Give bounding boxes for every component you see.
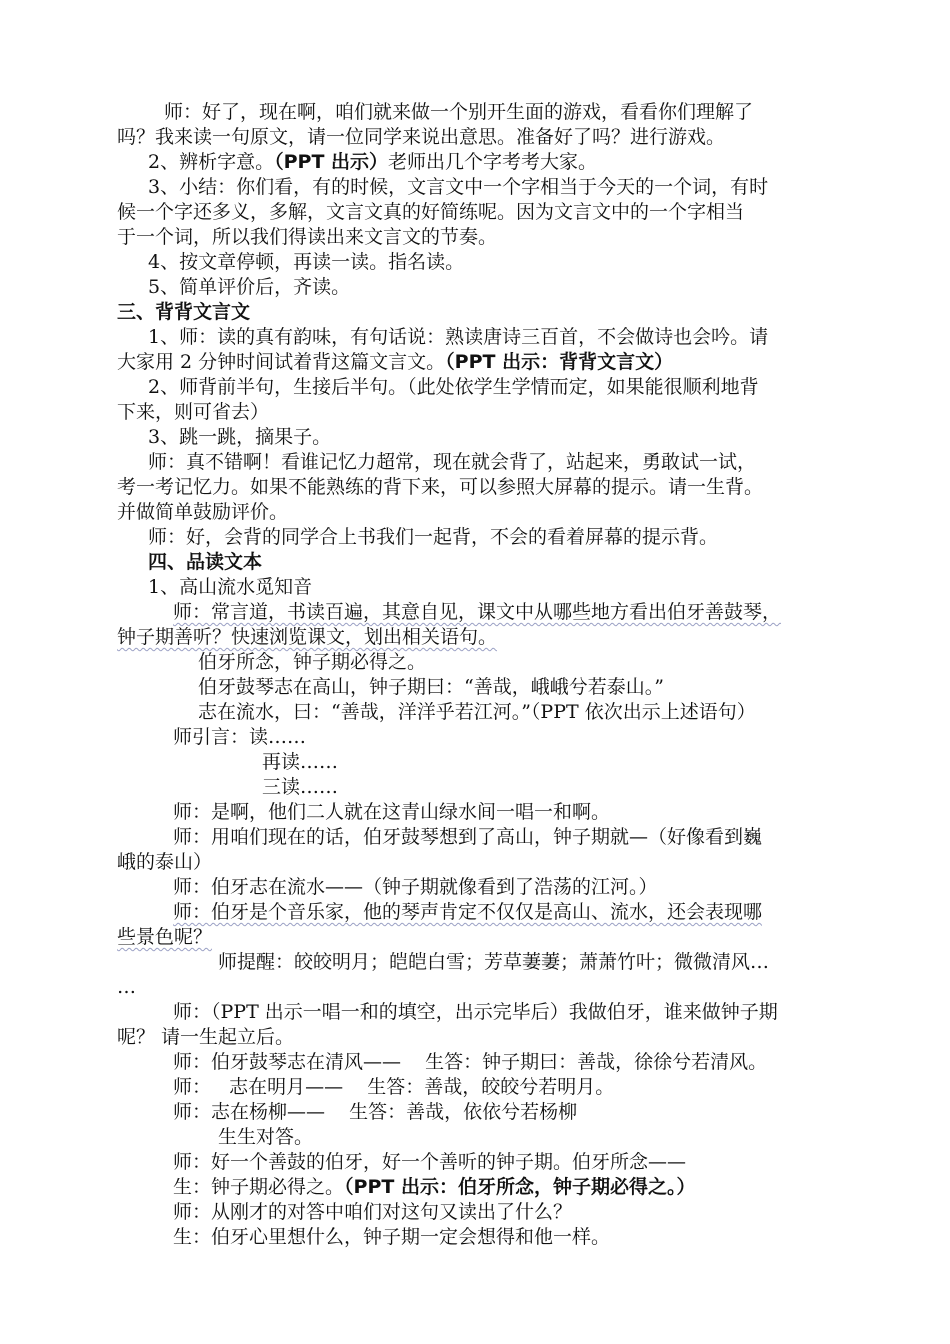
dialogue-line: 生：伯牙心里想什么，钟子期一定会想得和他一样。 xyxy=(173,1226,611,1248)
guide-line: 再读…… xyxy=(262,751,339,773)
dialogue-line: 师：用咱们现在的话，伯牙鼓琴想到了高山，钟子期就—（好像看到巍 xyxy=(173,826,763,848)
paragraph-line: 并做简单鼓励评价。 xyxy=(117,501,289,523)
marked-text: 师：伯牙是个音乐家，他的琴声肯定不仅仅是高山、流水，还会表现哪 xyxy=(173,901,763,923)
dialogue-line: 师提醒：皎皎明月；皑皑白雪；芳草萋萋；萧萧竹叶；微微清风… xyxy=(218,951,770,973)
dialogue-line: 师：好一个善鼓的伯牙，好一个善听的钟子期。伯牙所念—— xyxy=(173,1151,687,1173)
section-heading: 四、品读文本 xyxy=(148,551,263,573)
paragraph-line: 3、小结：你们看，有的时候，文言文中一个字相当于今天的一个词，有时 xyxy=(148,176,769,198)
guide-line: 三读…… xyxy=(262,776,339,798)
paragraph-line xyxy=(173,600,781,625)
marked-text: 师：常言道，书读百遍，其意自见，课文中从哪些地方看出伯牙善鼓琴， xyxy=(173,601,782,623)
paragraph-line: 考一考记忆力。如果不能熟练的背下来，可以参照大屏幕的提示。请一生背。 xyxy=(117,476,764,498)
dialogue-line xyxy=(173,1175,695,1200)
dialogue-line xyxy=(117,925,212,950)
paragraph-line: 3、跳一跳，摘果子。 xyxy=(148,426,332,448)
paragraph-line: 5、简单评价后，齐读。 xyxy=(148,276,351,298)
item-text: 大家用 2 分钟时间试着背这篇文言文。 xyxy=(117,351,446,373)
dialogue-line: 师：是啊，他们二人就在这青山绿水间一唱一和啊。 xyxy=(173,801,611,823)
marked-text: 钟子期善听？快速浏览课文，划出相关语句。 xyxy=(117,626,498,648)
subsection-title: 1、高山流水觅知音 xyxy=(148,576,313,598)
dialogue-line: 师：伯牙志在流水——（钟子期就像看到了浩荡的江河。） xyxy=(173,876,658,898)
ppt-note: （PPT 出示：伯牙所念，钟子期必得之。） xyxy=(344,1176,696,1198)
dialogue-line: 师：从刚才的对答中咱们对这句又读出了什么？ xyxy=(173,1201,573,1223)
marked-text: 些景色呢？ xyxy=(117,926,213,948)
paragraph-line: 师：好，会背的同学合上书我们一起背，不会的看着屏幕的提示背。 xyxy=(148,526,719,548)
ppt-note: （PPT 出示：背背文言文） xyxy=(445,351,674,373)
dialogue-line: 师：伯牙鼓琴志在清风—— 生答：钟子期曰：善哉，徐徐兮若清风。 xyxy=(173,1051,768,1073)
item-text: 老师出几个字考考大家。 xyxy=(388,151,598,173)
dialogue-line: 师：（PPT 出示一唱一和的填空，出示完毕后）我做伯牙，谁来做钟子期 xyxy=(173,1001,778,1023)
item-text: 2、辨析字意。 xyxy=(148,151,275,173)
paragraph-line: 下来，则可省去） xyxy=(117,401,270,423)
dialogue-line: … xyxy=(117,976,136,998)
quote-line: 志在流水，曰：“善哉，洋洋乎若江河。”（PPT 依次出示上述语句） xyxy=(198,701,756,723)
ppt-note: （PPT 出示） xyxy=(274,151,389,173)
section-heading: 三、背背文言文 xyxy=(117,301,251,323)
paragraph-line: 于一个词，所以我们得读出来文言文的节奏。 xyxy=(117,226,498,248)
guide-line: 师引言：读…… xyxy=(173,726,307,748)
paragraph-line xyxy=(148,150,597,175)
paragraph-line xyxy=(117,350,673,375)
dialogue-line: 师： 志在明月—— 生答：善哉，皎皎兮若明月。 xyxy=(173,1076,615,1098)
dialogue-line xyxy=(173,900,762,925)
dialogue-line: 生生对答。 xyxy=(218,1126,314,1148)
paragraph-line: 1、师：读的真有韵味，有句话说：熟读唐诗三百首，不会做诗也会吟。请 xyxy=(148,326,769,348)
paragraph-line: 4、按文章停顿，再读一读。指名读。 xyxy=(148,251,465,273)
paragraph-line: 候一个字还多义，多解，文言文真的好简练呢。因为文言文中的一个字相当 xyxy=(117,201,745,223)
dialogue-line: 呢？ 请一生起立后。 xyxy=(117,1026,295,1048)
quote-line: 伯牙鼓琴志在高山，钟子期曰：“善哉，峨峨兮若泰山。” xyxy=(198,676,664,698)
quote-line: 伯牙所念，钟子期必得之。 xyxy=(198,651,427,673)
paragraph-line: 吗？我来读一句原文，请一位同学来说出意思。准备好了吗？进行游戏。 xyxy=(117,126,726,148)
dialogue-line: 峨的泰山） xyxy=(117,851,213,873)
paragraph-line: 师：真不错啊！看谁记忆力超常，现在就会背了，站起来，勇敢试一试， xyxy=(148,451,757,473)
paragraph-line: 2、师背前半句，生接后半句。（此处依学生学情而定，如果能很顺利地背 xyxy=(148,376,759,398)
paragraph-line xyxy=(117,625,497,650)
paragraph-line: 师：好了，现在啊，咱们就来做一个别开生面的游戏，看看你们理解了 xyxy=(164,101,754,123)
dialogue-line: 师：志在杨柳—— 生答：善哉，依依兮若杨柳 xyxy=(173,1101,578,1123)
item-text: 生：钟子期必得之。 xyxy=(173,1176,345,1198)
